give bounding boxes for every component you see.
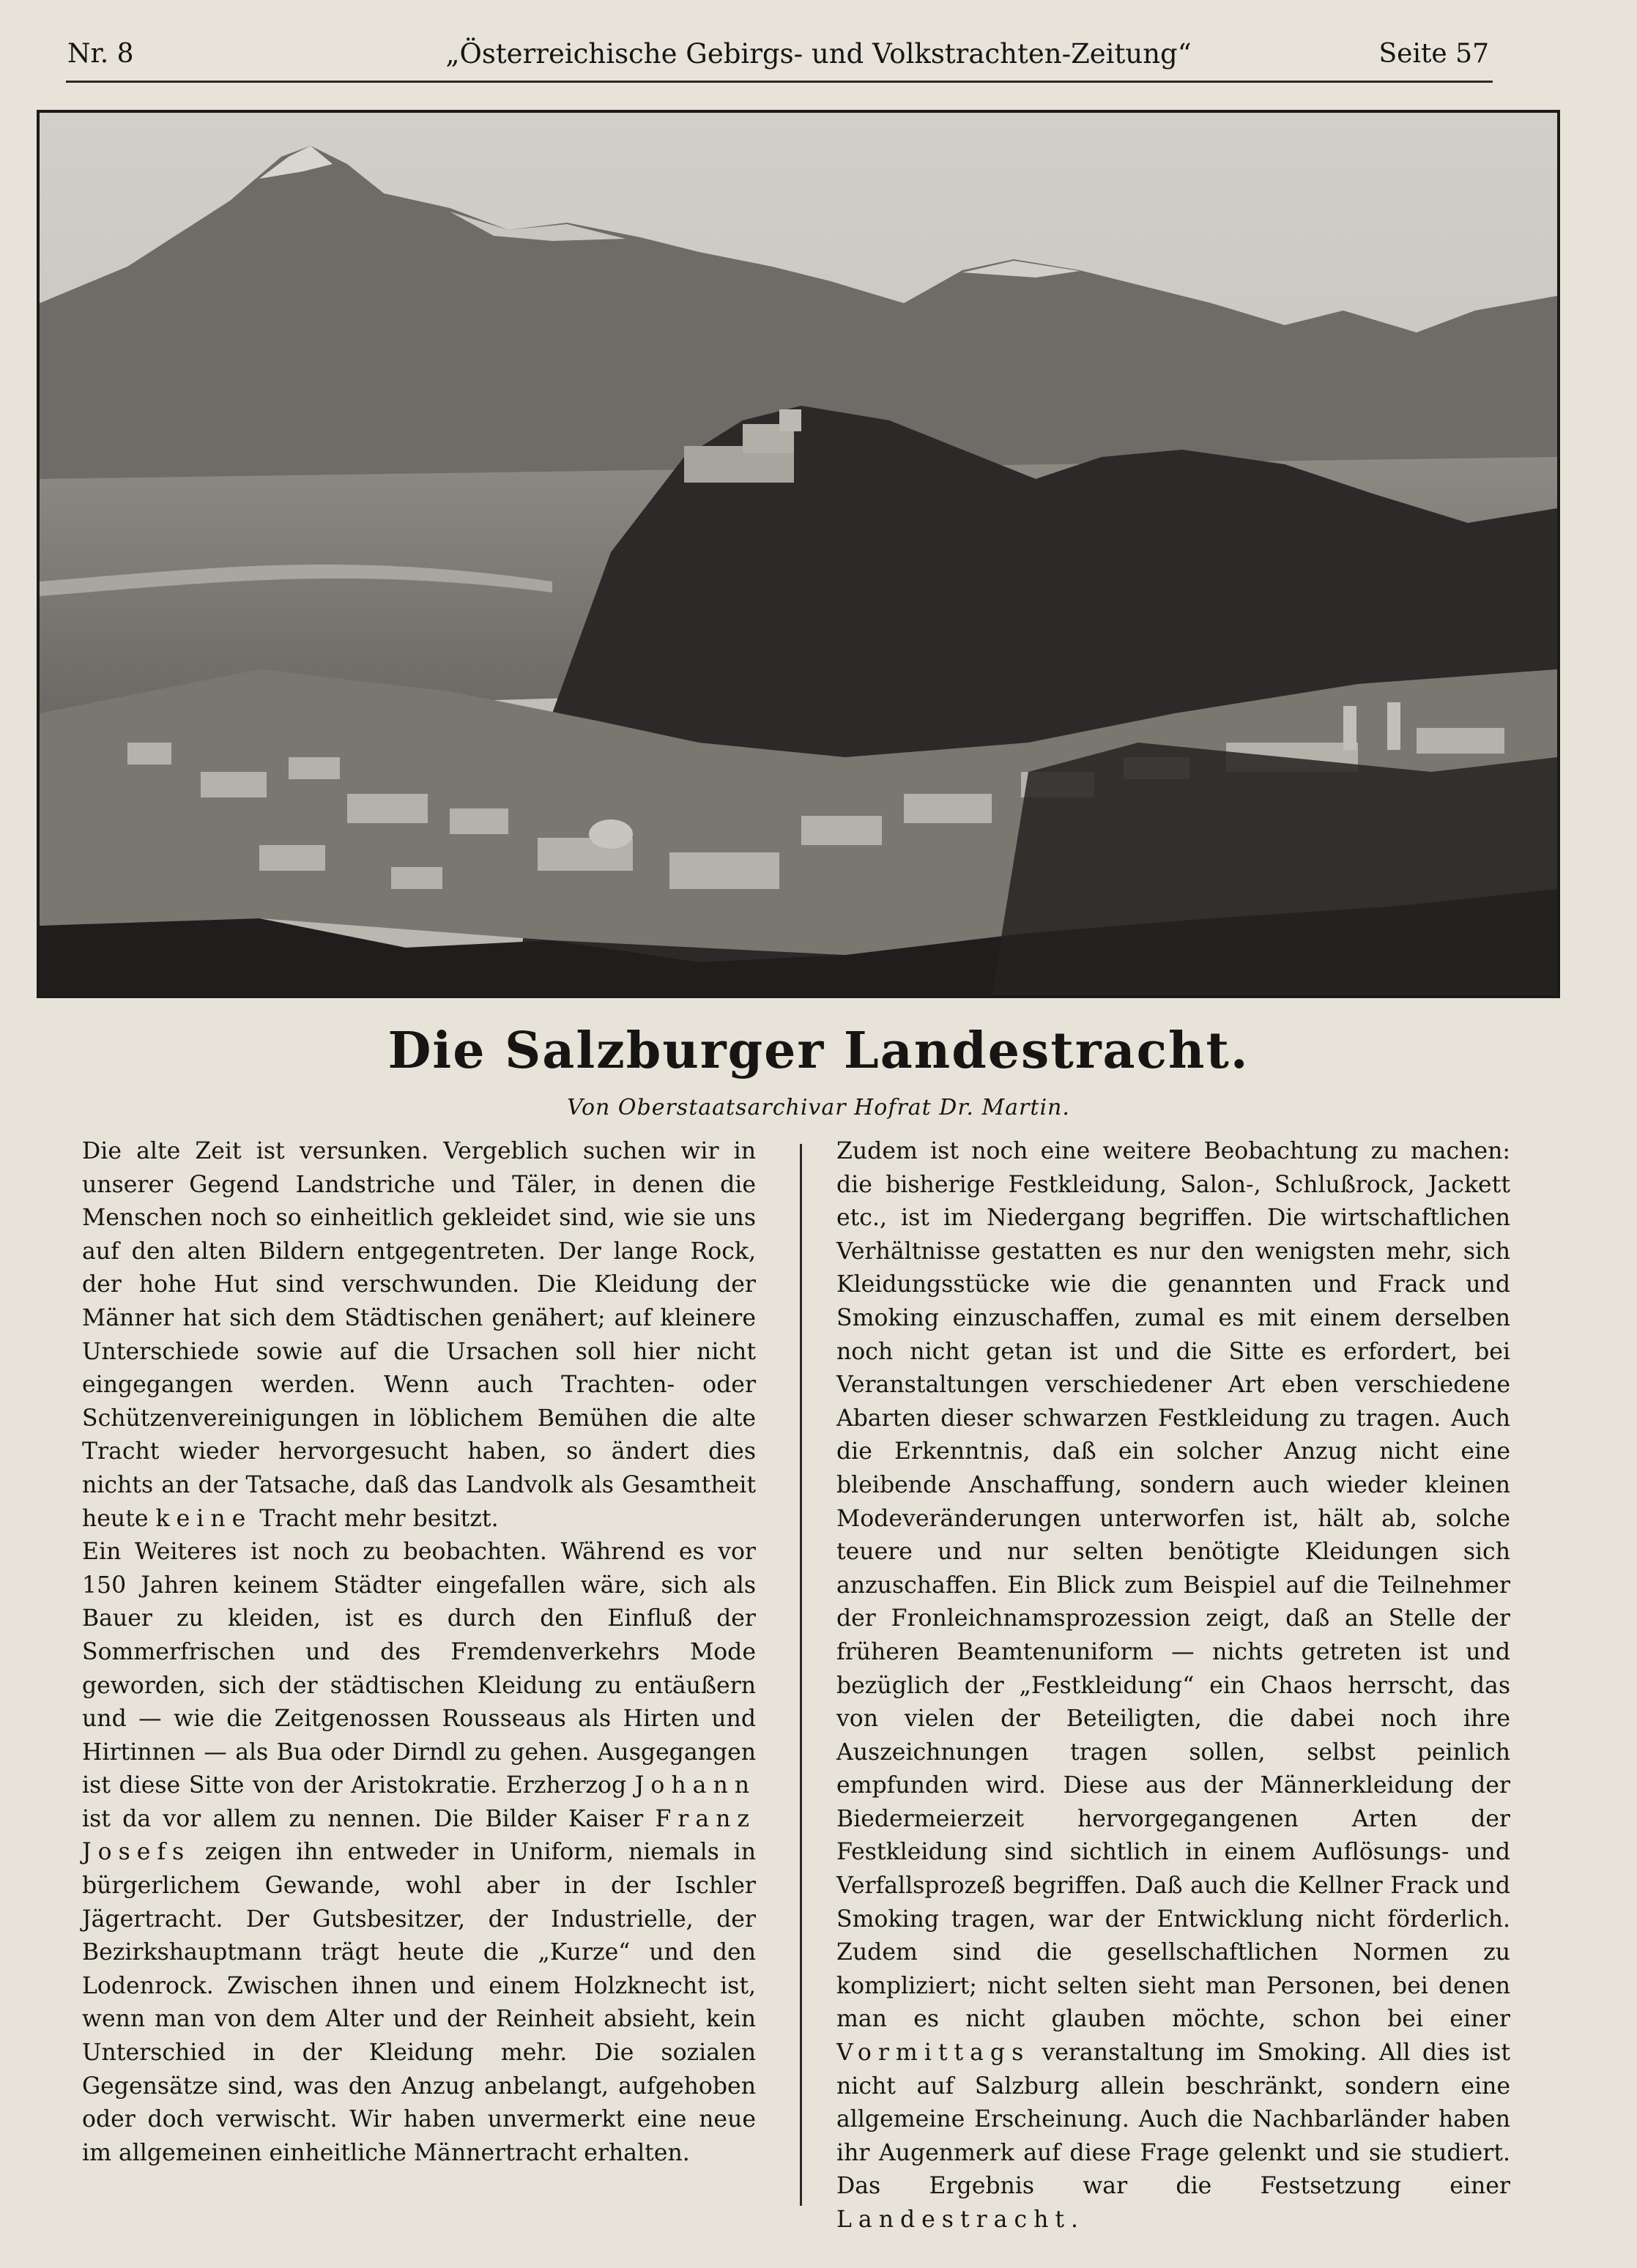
- article-byline: Von Oberstaatsarchivar Hofrat Dr. Martin.: [567, 1095, 1070, 1120]
- emphasis-text: keine: [155, 1505, 253, 1532]
- article-title: Die Salzburger Landestracht.: [387, 1022, 1250, 1080]
- text-span: veranstaltung im Smoking. All dies ist nicht auf Salzburg allein beschränkt, sondern eine allgemeine Erscheinung. Auch die Nachbarländer haben ihr Augenmerk auf diese Frage gelenkt und sie studiert. Das Ergebnis war die Festsetzung einer: [836, 2040, 1510, 2200]
- text-span: Ein Weiteres ist noch zu beobachten. Während es vor 150 Jahren keinem Städter eingefallen wäre, sich als Bauer zu kleiden, ist es durch den Einfluß der Sommerfrischen und des Fremdenverkehrs Mode geworden, sich der städtischen Kleidung zu entäußern und — wie die Zeitgenossen Rousseaus als Hirten und Hirtinnen — als Bua oder Dirndl zu gehen. Ausgegangen ist diese Sitte von der Aristokratie. Erzherzog: [82, 1539, 756, 1799]
- column-divider: [800, 1144, 802, 2206]
- text-span: Die alte Zeit ist versunken. Vergeblich suchen wir in unserer Gegend Landstriche und Täler, in denen die Menschen noch so einheitlich gekleidet sind, wie sie uns auf den alten Bildern entgegentreten. Der lange Rock, der hohe Hut sind verschwunden. Die Kleidung der Männer hat sich dem Städtischen genähert; auf kleinere Unterschiede sowie auf die Ursachen soll hier nicht eingegangen werden. Wenn auch Trachten- oder Schützenvereinigungen in löblichem Bemühen die alte Tracht wieder hervorgesucht haben, so ändert dies nichts an der Tatsache, daß das Landvolk als Gesamtheit heute: [82, 1138, 756, 1532]
- paragraph: [82, 1536, 756, 2170]
- issue-number: Nr. 8: [67, 39, 134, 69]
- emphasis-text: Johann: [634, 1772, 757, 1799]
- emphasis-text: Vormittags: [836, 2040, 1031, 2067]
- paragraph: [82, 1135, 756, 1536]
- city-panorama-photo: [37, 110, 1560, 998]
- left-column: [82, 1135, 756, 2170]
- journal-title: „Österreichische Gebirgs- und Volkstrachten-Zeitung“: [445, 38, 1192, 70]
- emphasis-text: Landestracht.: [836, 2206, 1085, 2233]
- header-rule: [66, 81, 1493, 83]
- right-column: [836, 1135, 1510, 2237]
- photo-illustration: [40, 113, 1557, 995]
- text-span: Zudem ist noch eine weitere Beobachtung zu machen: die bisherige Festkleidung, Salon-, Schlußrock, Jackett etc., ist im Niedergang begriffen. Die wirtschaftlichen Verhältnisse gestatten es nur den wenigsten mehr, sich Kleidungsstücke wie die genannten und Frack und Smoking einzuschaffen, zumal es mit einem derselben noch nicht getan ist und die Sitte es erfordert, bei Veranstaltungen verschiedener Art eben verschiedene Abarten dieser schwarzen Festkleidung zu tragen. Auch die Erkenntnis, daß ein solcher Anzug nicht eine bleibende Anschaffung, sondern auch wieder kleinen Modeveränderungen unterworfen ist, hält ab, solche teuere und nur selten benötigte Kleidungen sich anzuschaffen. Ein Blick zum Beispiel auf die Teilnehmer der Fronleichnamsprozession zeigt, daß an Stelle der früheren Beamtenuniform — nichts getreten ist und bezüglich der „Festkleidung“ ein Chaos herrscht, das von vielen der Beteiligten, die dabei noch ihre Auszeichnungen tragen sollen, selbst peinlich empfunden wird. Diese aus der Männerkleidung der Biedermeierzeit hervorgegangenen Arten der Festkleidung sind sichtlich in einem Auflösungs- und Verfallsprozeß begriffen. Daß auch die Kellner Frack und Smoking tragen, war der Entwicklung nicht förderlich. Zudem sind die gesellschaftlichen Normen zu kompliziert; nicht selten sieht man Personen, bei denen man es nicht glauben möchte, schon bei einer: [836, 1138, 1510, 2033]
- text-span: ist da vor allem zu nennen. Die Bilder Kaiser: [82, 1805, 644, 1832]
- paragraph: [836, 1135, 1510, 2237]
- text-span: Tracht mehr besitzt.: [259, 1505, 499, 1532]
- text-span: zeigen ihn entweder in Uniform, niemals in bürgerlichem Gewande, wohl aber in der Ischler Jägertracht. Der Gutsbesitzer, der Industrielle, der Bezirkshauptmann trägt heute die „Kurze“ und den Lodenrock. Zwischen ihnen und einem Holzknecht ist, wenn man von dem Alter und der Reinheit absieht, kein Unterschied in der Kleidung mehr. Die sozialen Gegensätze sind, was den Anzug anbelangt, aufgehoben oder doch verwischt. Wir haben unvermerkt eine neue im allgemeinen einheitliche Männertracht erhalten.: [82, 1839, 756, 2166]
- page-number: Seite 57: [1378, 39, 1489, 69]
- emphasis-text: Franz Josefs: [82, 1805, 757, 1866]
